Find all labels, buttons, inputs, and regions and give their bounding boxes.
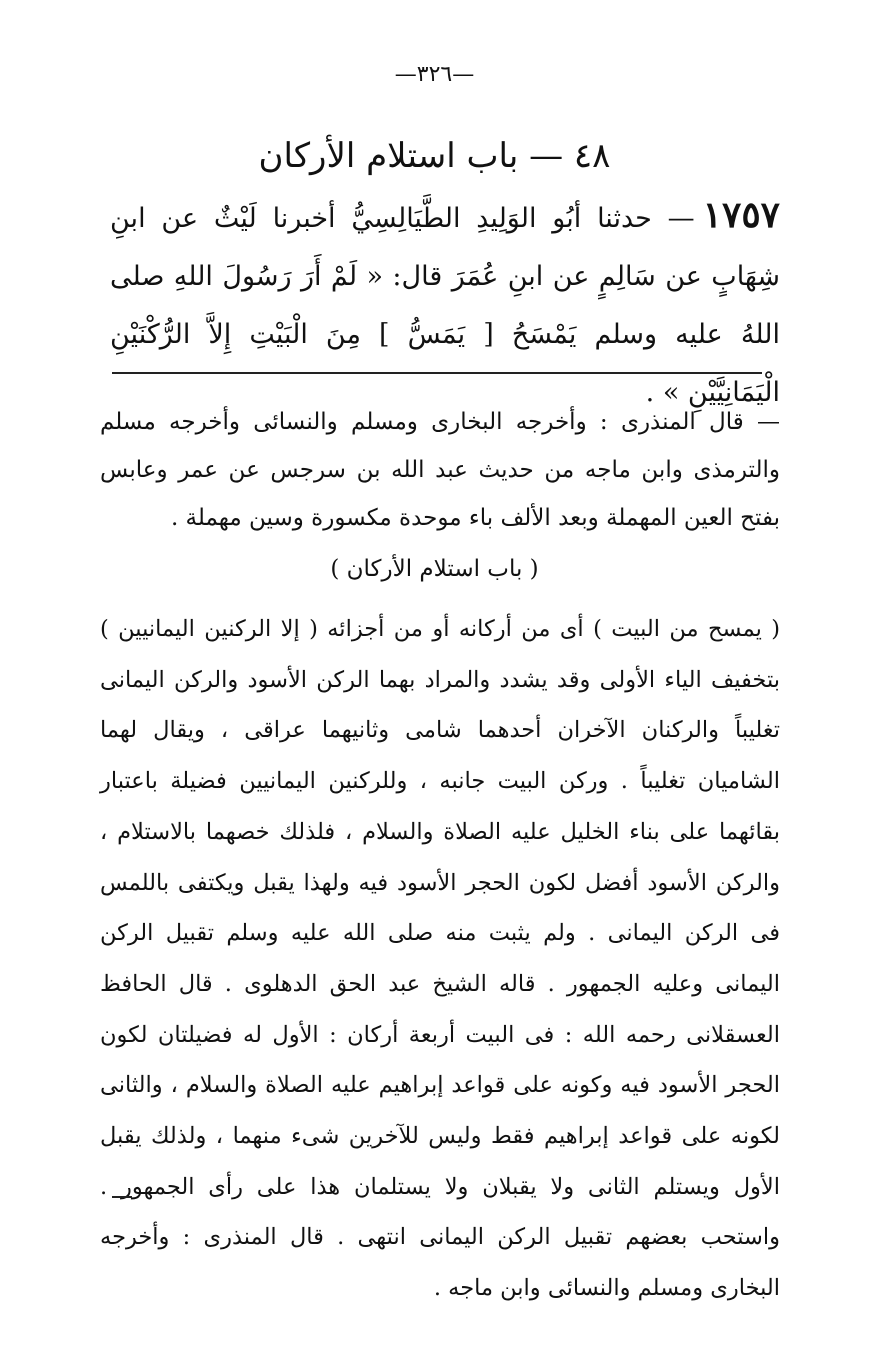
chapter-title: ٤٨ — باب استلام الأركان [258,136,611,176]
commentary-paragraph: — قال المنذرى : وأخرجه البخارى ومسلم والنسائى وأخرجه مسلم والترمذى وابن ماجه من حديث عبد الله بن سرجس عن عمر وعابس بفتح العين المهملة وبعد الألف باء موحدة مكسورة وسين مهملة . [100,409,780,531]
hadith-block [110,186,780,422]
end-mark [112,1196,132,1198]
hadith-text: — حدثنا أبُو الوَلِيدِ الطَّيَالِسِيُّ أخبرنا لَيْثٌ عن ابنِ شِهَابٍ عن سَالِمٍ عن ابنِ عُمَرَ قال: « لَمْ أَرَ رَسُولَ اللهِ صلى اللهُ عليه وسلم يَمْسَحُ [ يَمَسُّ ] مِنَ الْبَيْتِ إِلاَّ الرُّكْنَيْنِ الْيَمَانِيَّيْنِ » . [110,203,780,408]
page-number: —٣٢٦— [394,62,475,87]
section-divider [112,372,762,374]
section-subtitle: ( باب استلام الأركان ) [330,556,539,582]
hadith-number: ١٧٥٧ [702,194,780,236]
explanation-paragraph: ( يمسح من البيت ) أى من أركانه أو من أجزائه ( إلا الركنين اليمانيين ) بتخفيف الياء الأولى وقد يشدد والمراد بهما الركن الأسود والركن اليمانى تغليباً والركنان الآخران أحدهما شامى وثانيهما عراقى ، ويقال لهما الشاميان تغليباً . وركن البيت جانبه ، وللركنين اليمانيين فضيلة باعتبار بقائهما على بناء الخليل عليه الصلاة والسلام ، فلذلك خصهما بالاستلام ، والركن الأسود أفضل لكون الحجر الأسود فيه ولهذا يقبل ويكتفى باللمس فى الركن اليمانى . ولم يثبت منه صلى الله عليه وسلم تقبيل الركن اليمانى وعليه الجمهور . قاله الشيخ عبد الحق الدهلوى . قال الحافظ العسقلانى رحمه الله : فى البيت أربعة أركان : الأول له فضيلتان لكون الحجر الأسود فيه وكونه على قواعد إبراهيم عليه الصلاة والسلام ، والثانى لكونه على قواعد إبراهيم فقط وليس للآخرين شىء منهما ، ولذلك يقبل الأول ويستلم الثانى ولا يقبلان ولا يستلمان هذا على رأى الجمهور . واستحب بعضهم تقبيل الركن اليمانى انتهى . قال المنذرى : وأخرجه البخارى ومسلم والنسائى وابن ماجه . [100,616,780,1302]
